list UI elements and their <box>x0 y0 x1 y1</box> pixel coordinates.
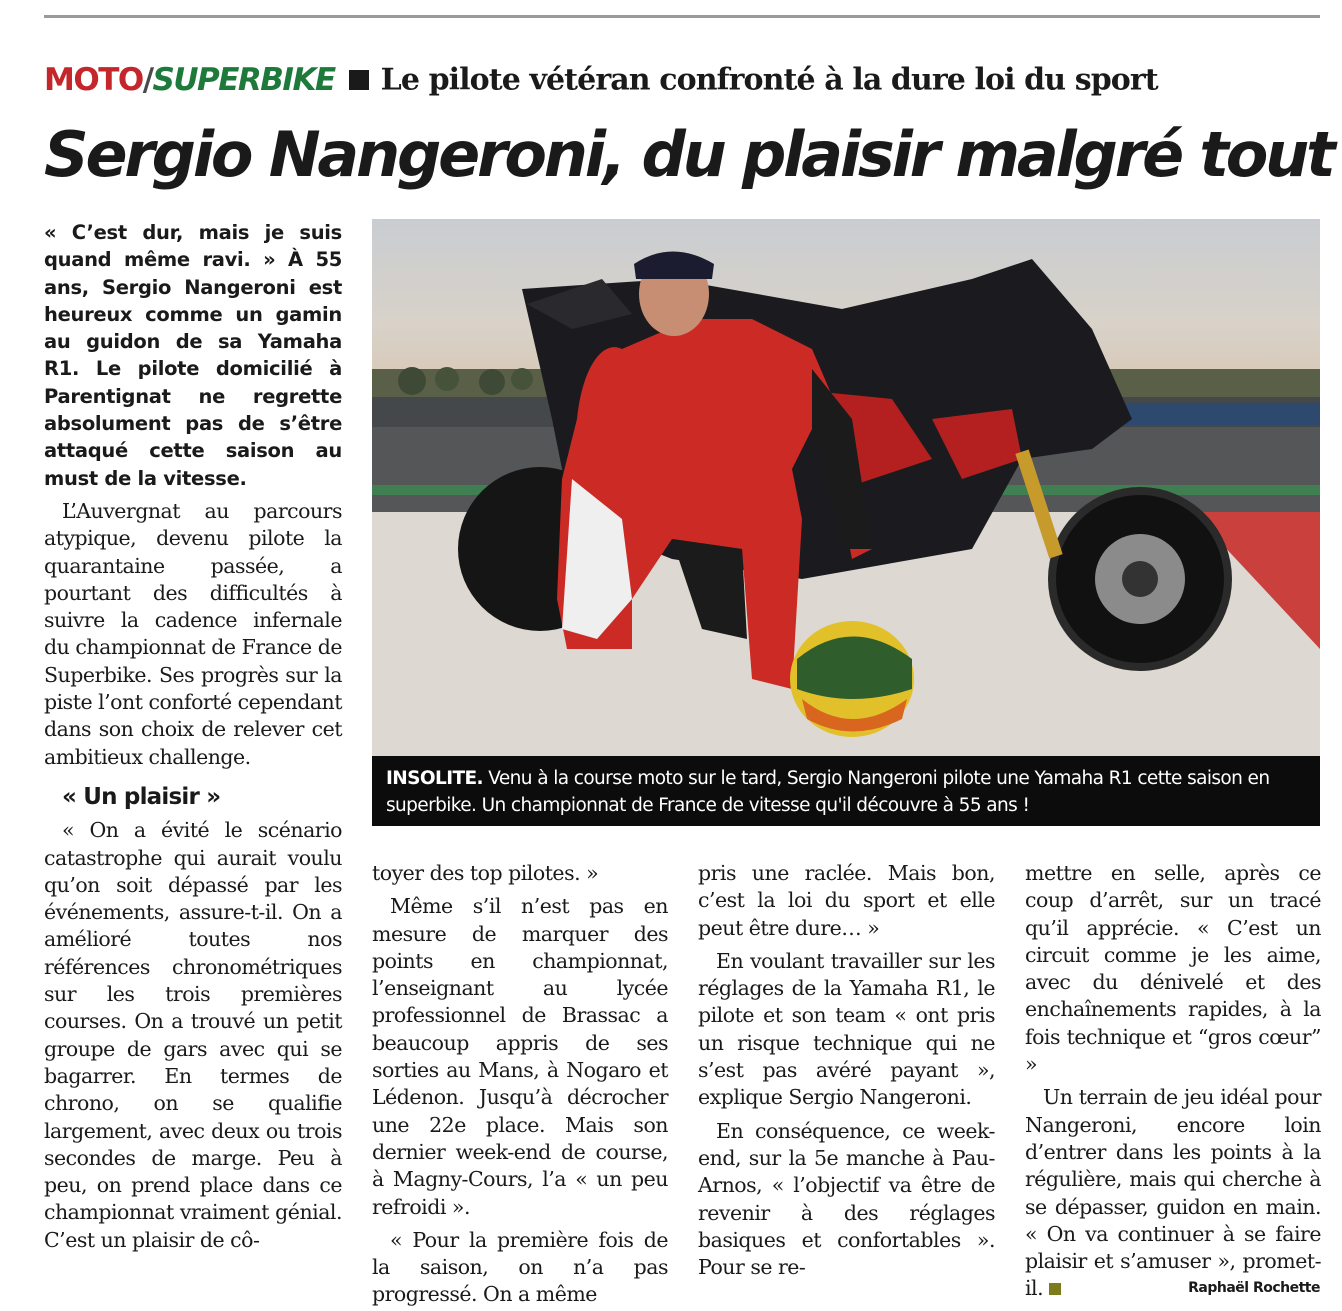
paragraph: En conséquence, ce week-end, sur la 5e manche à Pau-Arnos, « l’objectif va être de revenir à des réglages basiques et confortables ». Pour se re- <box>698 1118 995 1280</box>
paragraph: En voulant travailler sur les réglages de la Yamaha R1, le pilote et son team « ont pris un risque technique qui ne s’est pas avéré payant », explique Sergio Nangeroni. <box>698 948 995 1110</box>
rubric-superbike: SUPERBIKE <box>152 62 335 98</box>
paragraph-continued: mettre en selle, après ce coup d’arrêt, sur un tracé qu’il apprécie. « C’est un circuit comme je les aime, avec du dénivelé et des enchaînements rapides, à la fois technique et “gros cœur” » <box>1025 861 1321 1077</box>
lead-paragraph: « C’est dur, mais je suis quand même ravi. » À 55 ans, Sergio Nangeroni est heureux comme un gamin au guidon de sa Yamaha R1. Le pilote domicilié à Parentignat ne regrette absolument pas de s’être attaqué cette saison au must de la vitesse. <box>44 221 342 490</box>
paragraph: L’Auvergnat au parcours atypique, devenu pilote la quarantaine passée, a pourtant des difficultés à suivre la cadence infernale du championnat de France de Superbike. Ses progrès sur la piste l’ont conforté cependant dans son choix de relever cet ambitieux challenge. <box>44 498 342 769</box>
paragraph: « Pour la première fois de la saison, on n’a pas progressé. On a même <box>372 1227 668 1307</box>
paragraph-continued: toyer des top pilotes. » <box>372 861 599 885</box>
motorcycle-rider-photo-icon <box>372 219 1320 756</box>
photo-caption <box>372 756 1320 826</box>
end-mark-icon <box>1049 1283 1061 1295</box>
article-column-1 <box>44 219 342 1254</box>
square-bullet-icon <box>349 70 369 90</box>
top-rule <box>44 15 1320 18</box>
kicker <box>44 62 1334 106</box>
paragraph-continued: pris une raclée. Mais bon, c’est la loi du sport et elle peut être dure… » <box>698 861 995 940</box>
paragraph-text: Un terrain de jeu idéal pour Nangeroni, encore loin d’entrer dans les points à la régulière, mais qui cherche à se dépasser, guidon en main. « On va continuer à se faire plaisir et s’amuser », promet-il. <box>1025 1085 1321 1301</box>
rubric-slash: / <box>142 62 153 98</box>
article-column-4 <box>1025 860 1321 1303</box>
caption-text: Venu à la course moto sur le tard, Sergio Nangeroni pilote une Yamaha R1 cette saison en superbike. Un championnat de France de vitesse qu'il découvre à 55 ans ! <box>386 768 1270 816</box>
headline: Sergio Nangeroni, du plaisir malgré tout <box>44 118 1333 191</box>
article-column-3 <box>698 860 995 1281</box>
section-rubric <box>44 62 335 98</box>
intertitle: « Un plaisir » <box>62 783 221 810</box>
photo <box>372 219 1320 826</box>
caption-label: INSOLITE. <box>386 768 483 789</box>
paragraph <box>1025 1084 1321 1302</box>
byline: Raphaël Rochette <box>1188 1280 1320 1296</box>
paragraph: Même s’il n’est pas en mesure de marquer des points en championnat, l’enseignant au lycée professionnel de Brassac a beaucoup appris de ses sorties au Mans, à Nogaro et Lédenon. Jusqu’à décrocher une 22e place. Mais son dernier week-end de course, à Magny-Cours, l’a « un peu refroidi ». <box>372 894 668 1219</box>
paragraph: « On a évité le scénario catastrophe qui aurait voulu qu’on soit dépassé par les événements, assure-t-il. On a amélioré toutes nos références chronométriques sur les trois premières courses. On a trouvé un petit groupe de gars avec qui se bagarrer. En termes de chrono, on se qualifie largement, avec deux ou trois secondes de marge. Peu à peu, on prend place dans ce championnat vraiment génial. C’est un plaisir de cô- <box>44 818 342 1252</box>
subheadline: Le pilote vétéran confronté à la dure loi du sport <box>380 62 1158 98</box>
rubric-moto: MOTO <box>44 62 143 98</box>
article-column-2 <box>372 860 668 1309</box>
